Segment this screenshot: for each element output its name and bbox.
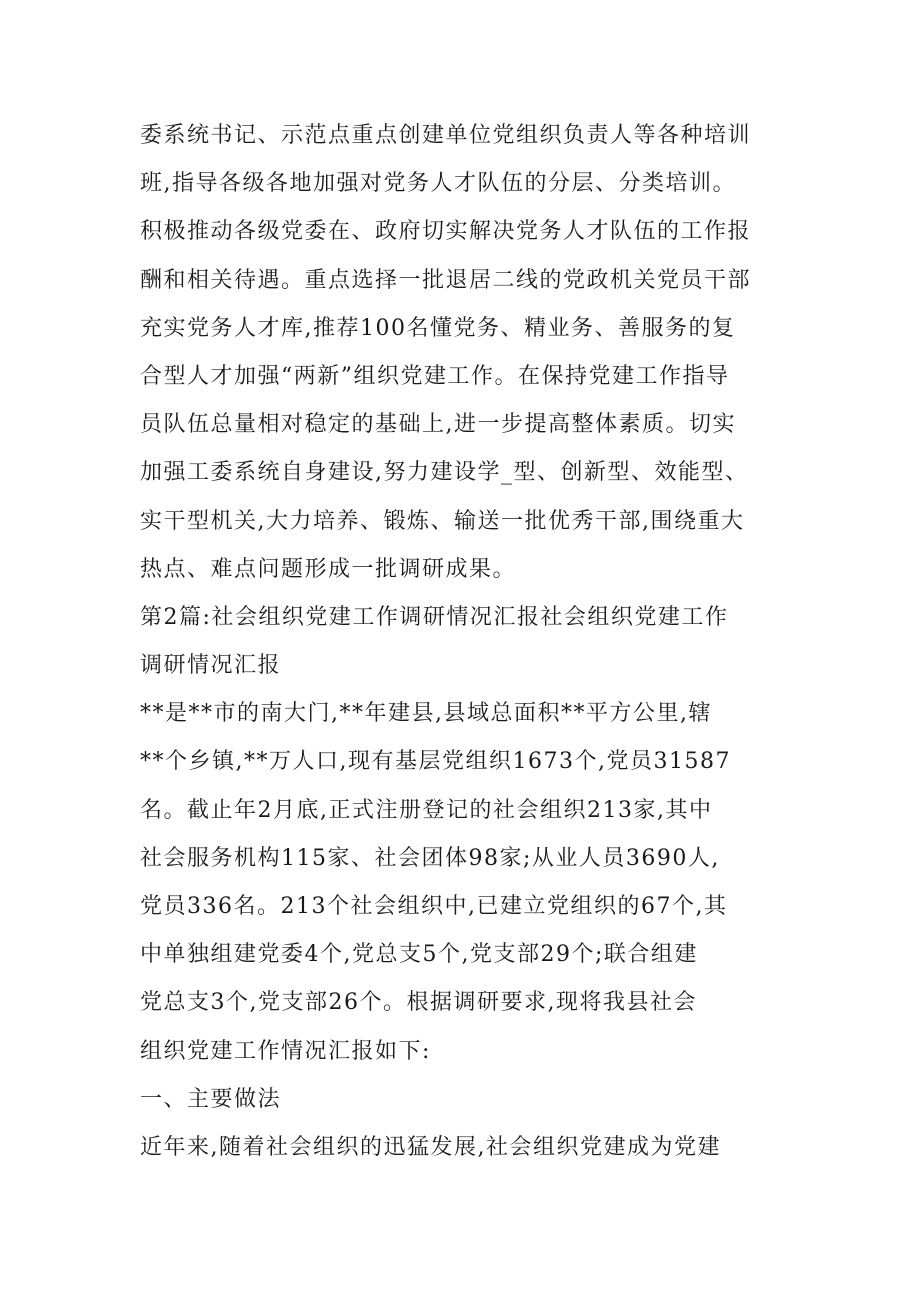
text-line: 近年来,随着社会组织的迅猛发展,社会组织党建成为党建 <box>140 1134 721 1160</box>
document-body <box>140 112 800 1172</box>
text-line: 委系统书记、示范点重点创建单位党组织负责人等各种培训 <box>140 123 752 148</box>
subsection-heading: 一、主要做法 <box>140 1086 282 1112</box>
text-line: 名。截止年2月底,正式注册登记的社会组织213家,其中 <box>140 797 713 823</box>
text-line: 组织党建工作情况汇报如下: <box>140 1038 431 1064</box>
text-line: 合型人才加强“两新”组织党建工作。在保持党建工作指导 <box>140 363 730 389</box>
text-line: **个乡镇,**万人口,现有基层党组织1673个,党员31587 <box>140 749 731 775</box>
text-line: 充实党务人才库,推荐100名懂党务、精业务、善服务的复 <box>140 315 736 341</box>
text-line: 积极推动各级党委在、政府切实解决党务人才队伍的工作报 <box>140 219 752 245</box>
text-line: 社会服务机构115家、社会团体98家;从业人员3690人, <box>140 845 720 871</box>
text-line: 中单独组建党委4个,党总支5个,党支部29个;联合组建 <box>140 942 698 968</box>
text-line: 班,指导各级各地加强对党务人才队伍的分层、分类培训。 <box>140 171 736 197</box>
text-line: 酬和相关待遇。重点选择一批退居二线的党政机关党员干部 <box>140 267 752 293</box>
section-heading-continued: 调研情况汇报 <box>140 653 282 679</box>
text-line: 加强工委系统自身建设,努力建设学_型、创新型、效能型、 <box>140 460 749 486</box>
text-line: **是**市的南大门,**年建县,县域总面积**平方公里,辖 <box>140 701 712 727</box>
section-heading: 第2篇:社会组织党建工作调研情况汇报社会组织党建工作 <box>140 604 729 630</box>
text-line: 党总支3个,党支部26个。根据调研要求,现将我县社会 <box>140 990 697 1016</box>
text-line: 党员336名。213个社会组织中,已建立党组织的67个,其 <box>140 894 728 919</box>
text-line: 员队伍总量相对稳定的基础上,进一步提高整体素质。切实 <box>140 412 736 438</box>
text-line: 实干型机关,大力培养、锻炼、输送一批优秀干部,围绕重大 <box>140 508 745 534</box>
text-line: 热点、难点问题形成一批调研成果。 <box>140 556 517 582</box>
